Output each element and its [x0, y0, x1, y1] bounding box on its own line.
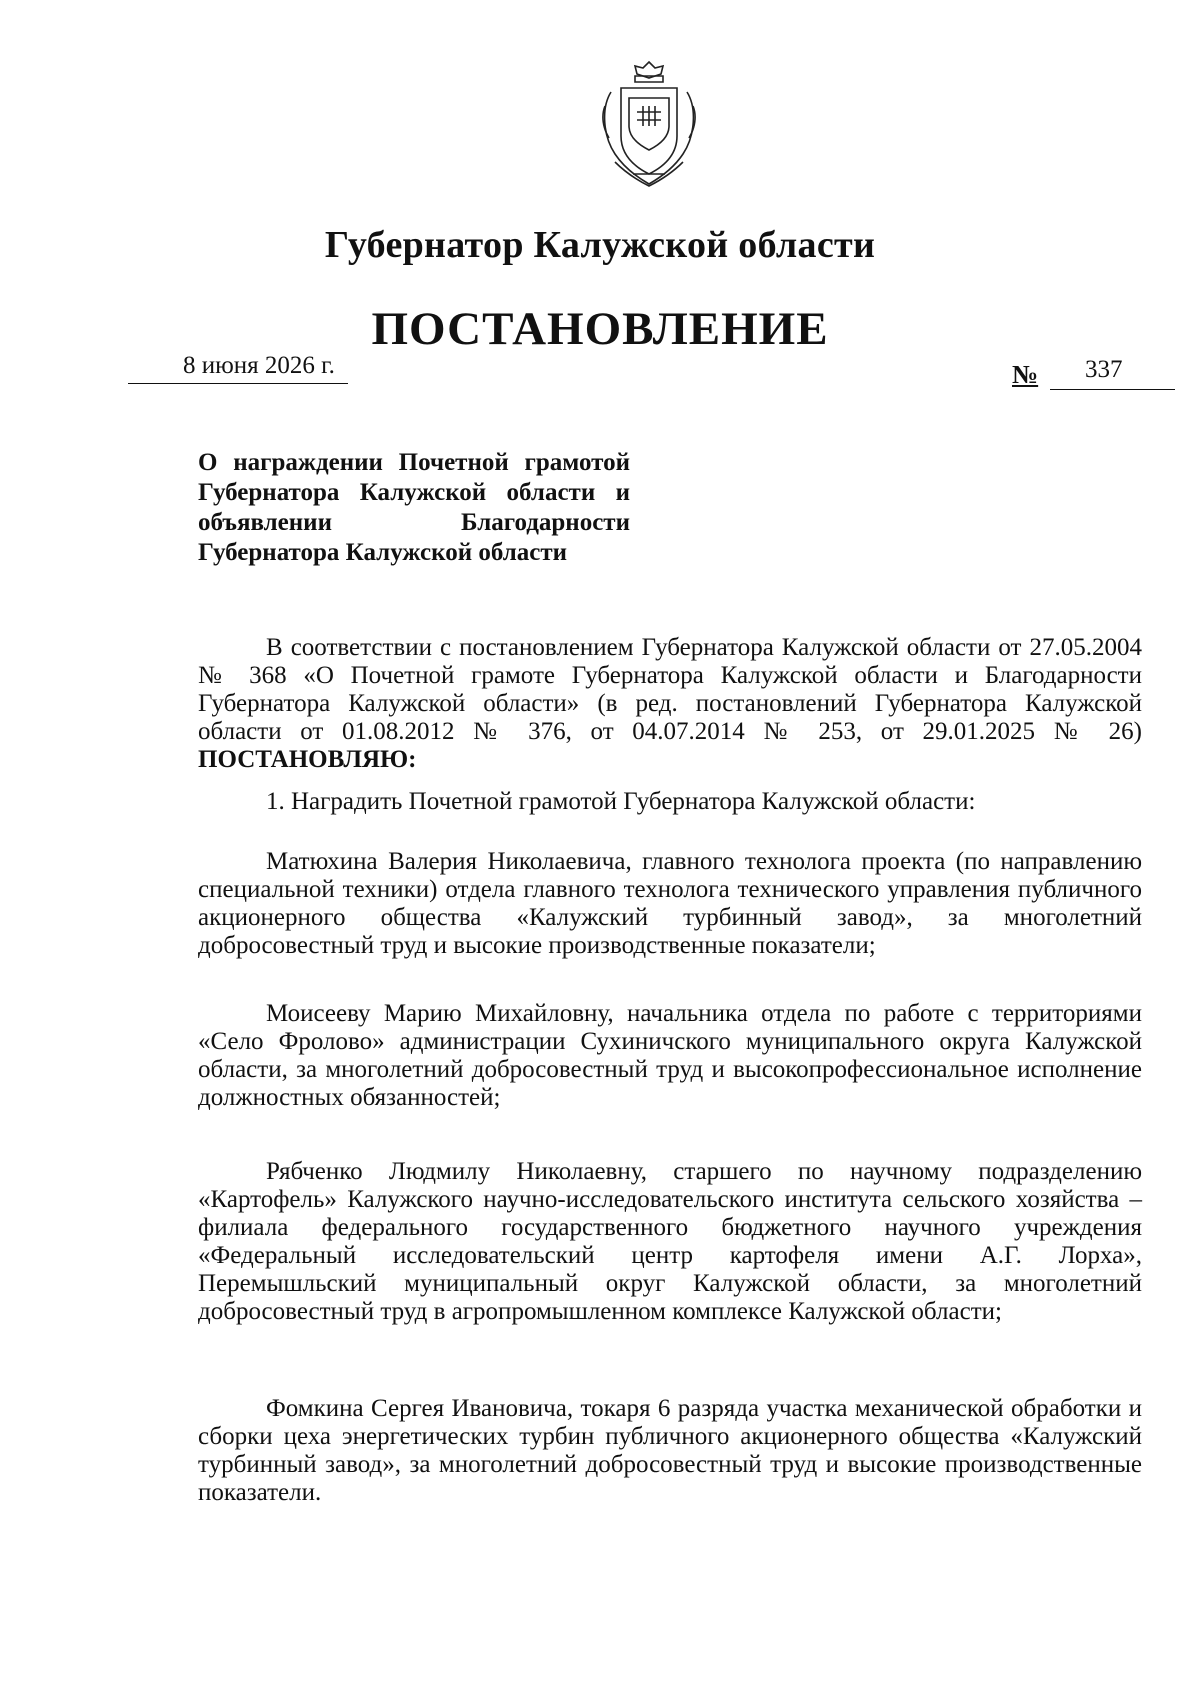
awardee-paragraph: Матюхина Валерия Николаевича, главного технолога проекта (по направлению специальной техники) отдела главного технолога технического управления публичного акционерного общества «Калужский турбинный завод», за многолетний добросовестный труд и высокие производственные показатели;	[198, 848, 1142, 959]
item-1-heading: 1. Наградить Почетной грамотой Губернатора Калужской области:	[266, 788, 976, 815]
awardee-paragraph: Фомкина Сергея Ивановича, токаря 6 разряда участка механической обработки и сборки цеха энергетических турбин публичного акционерного общества «Калужский турбинный завод», за многолетний добросовестный труд и высокие производственные показатели.	[198, 1395, 1142, 1506]
awardee-paragraph: Моисееву Марию Михайловну, начальника отдела по работе с территориями «Село Фролово» администрации Сухиничского муниципального округа Калужской области, за многолетний добросовестный труд и высокопрофессиональное исполнение должностных обязанностей;	[198, 1000, 1142, 1111]
coat-of-arms-emblem	[593, 58, 705, 190]
document-number: 337	[1085, 356, 1123, 383]
document-subject: О награждении Почетной грамотой Губернатора Калужской области и объявлении Благодарности Губернатора Калужской области	[198, 449, 630, 566]
number-sign: №	[1012, 360, 1039, 389]
resolve-word: ПОСТАНОВЛЯЮ:	[198, 746, 417, 773]
document-date: 8 июня 2026 г.	[183, 352, 335, 379]
awardee-paragraph: Рябченко Людмилу Николаевну, старшего по научному подразделению «Картофель» Калужского научно-исследовательского института сельского хозяйства – филиала федерального государственного бюджетного научного учреждения «Федеральный исследовательский центр картофеля имени А.Г. Лорха», Перемышльский муниципальный округ Калужской области, за многолетний добросовестный труд в агропромышленном комплексе Калужской области;	[198, 1158, 1142, 1325]
preamble-paragraph	[198, 634, 1142, 774]
document-title: ПОСТАНОВЛЕНИЕ	[371, 303, 829, 355]
issuer-name: Губернатор Калужской области	[324, 224, 876, 266]
preamble-text: В соответствии с постановлением Губернатора Калужской области от 27.05.2004 № 368 «О Почетной грамоте Губернатора Калужской области и Благодарности Губернатора Калужской области» (в ред. постановлений Губернатора Калужской области от 01.08.2012 № 376, от 04.07.2014 № 253, от 29.01.2025 № 26)	[198, 634, 1142, 745]
